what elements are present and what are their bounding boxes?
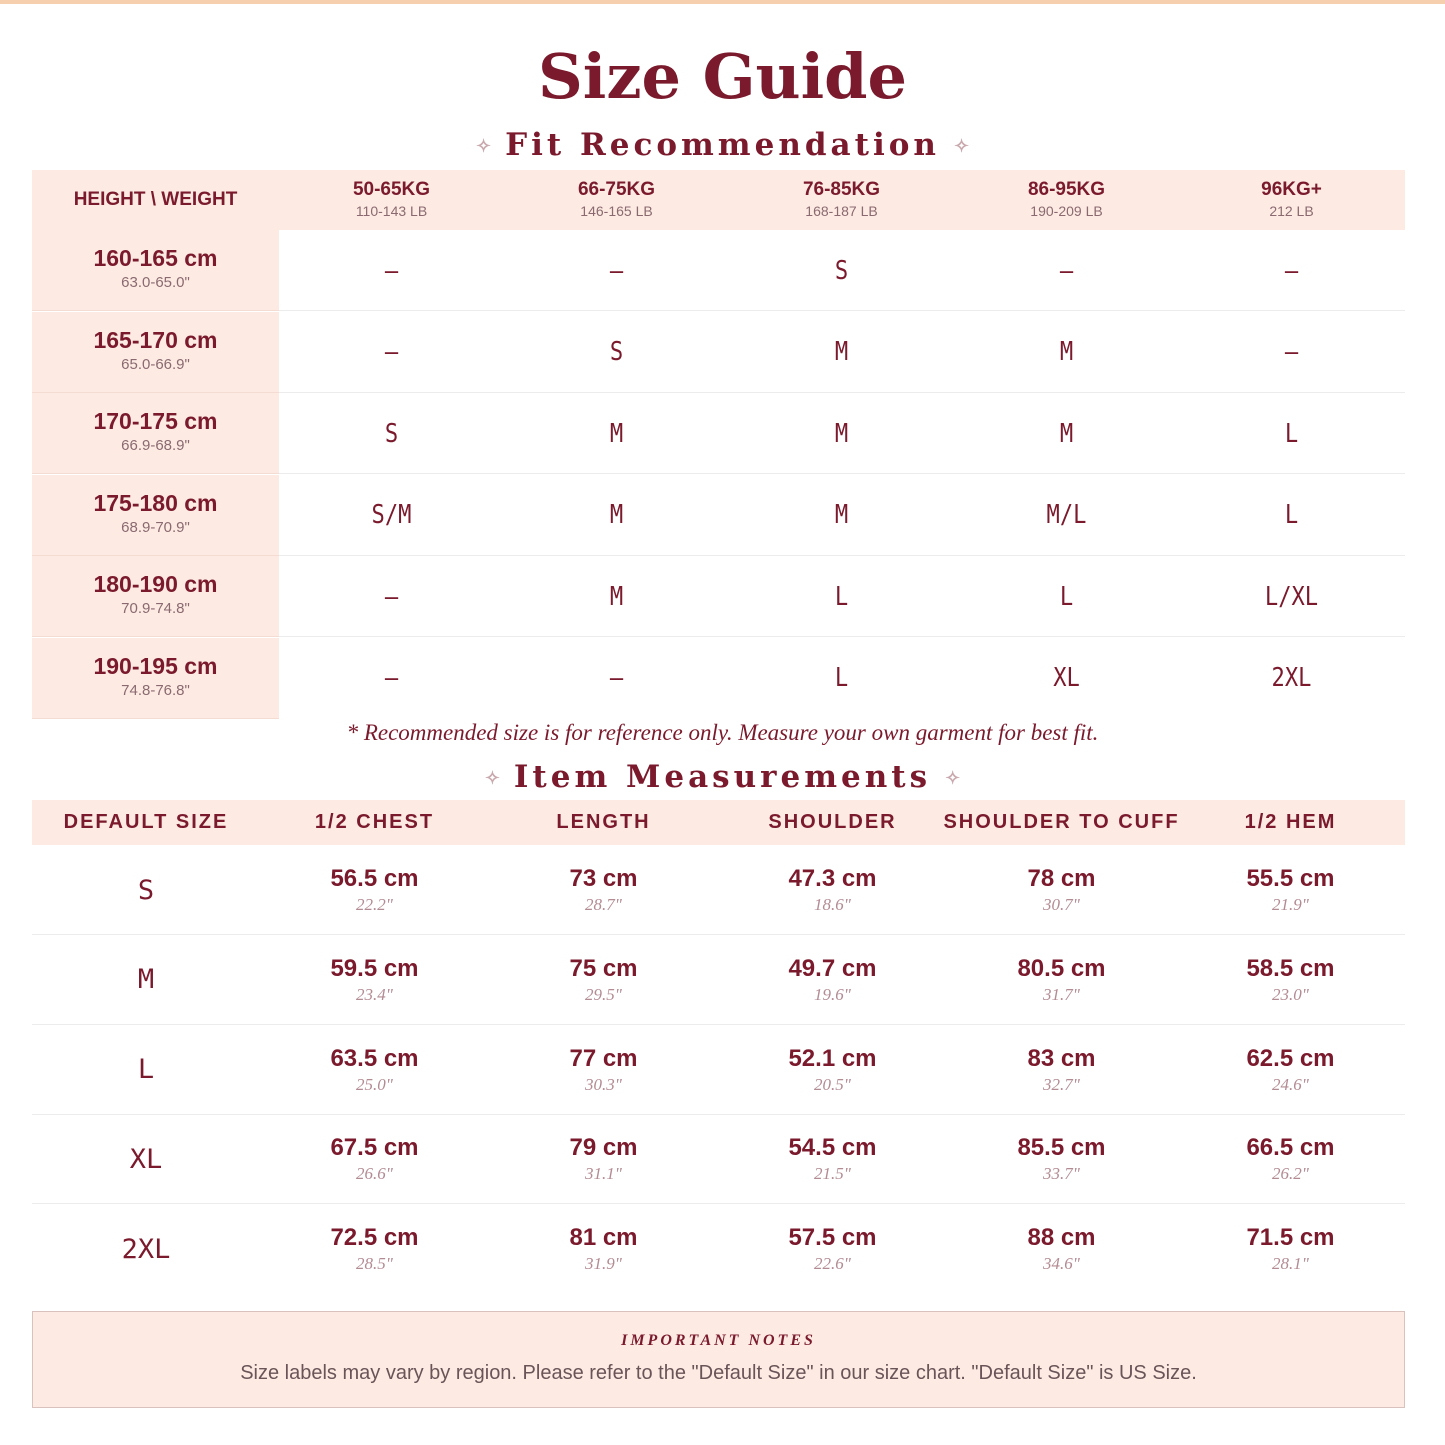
recommended-size-cell: 2XL — [1271, 663, 1312, 693]
height-inch-label: 68.9-70.9" — [121, 518, 190, 536]
measurement-cell — [260, 1132, 489, 1184]
weight-column-header — [1179, 178, 1404, 220]
height-row-header — [32, 556, 279, 637]
measurement-cell — [489, 953, 718, 1005]
recommended-size-cell: – — [609, 255, 624, 286]
height-inch-label: 63.0-65.0" — [121, 274, 190, 291]
recommended-size-cell: S/M — [371, 500, 412, 530]
measurement-cell — [260, 1222, 489, 1274]
measurement-inch-value: 28.5" — [356, 1254, 393, 1274]
diamond-ornament-icon: ✧ — [953, 135, 970, 157]
item-measurements-heading — [0, 757, 1445, 799]
measurement-cm-value: 47.3 cm — [788, 865, 877, 892]
important-notes-box — [32, 1311, 1405, 1408]
measurement-inch-value: 26.2" — [1272, 1164, 1309, 1184]
item-measurements-title: Item Measurements — [513, 759, 932, 795]
measurement-cell — [1176, 1043, 1405, 1095]
default-size-label: S — [137, 874, 155, 906]
diamond-ornament-icon: ✧ — [945, 767, 961, 789]
measurement-inch-value: 23.0" — [1272, 984, 1309, 1004]
measurement-inch-value: 22.2" — [356, 895, 393, 914]
measurement-inch-value: 21.5" — [814, 1164, 851, 1184]
recommended-size-cell: L — [834, 581, 849, 612]
measurement-cm-value: 77 cm — [569, 1044, 638, 1072]
measurement-cell — [1176, 1222, 1405, 1274]
measurement-cell — [489, 863, 718, 915]
measurements-table-header — [32, 800, 1405, 845]
measurement-cm-value: 67.5 cm — [330, 1134, 419, 1162]
height-row-header — [32, 475, 279, 556]
weight-kg-label: 96KG+ — [1261, 179, 1322, 200]
weight-column-header — [279, 178, 504, 220]
measurement-cell — [260, 863, 489, 915]
measurement-column-header: 1/2 CHEST — [314, 811, 435, 833]
measurement-cell — [489, 1043, 718, 1095]
measurement-inch-value: 24.6" — [1272, 1074, 1309, 1094]
measurement-inch-value: 19.6" — [814, 984, 851, 1004]
measurement-cm-value: 55.5 cm — [1246, 865, 1335, 892]
measurement-row — [32, 935, 1405, 1025]
recommended-size-cell: L — [1284, 500, 1299, 530]
measurement-cell — [718, 1132, 947, 1184]
measurement-inch-value: 26.6" — [356, 1164, 393, 1184]
measurement-inch-value: 32.7" — [1043, 1074, 1080, 1094]
recommended-size-cell: M — [834, 418, 849, 449]
measurement-cell — [489, 1222, 718, 1274]
height-row-header — [32, 393, 279, 474]
fit-recommendation-title: Fit Recommendation — [505, 127, 940, 163]
measurement-inch-value: 22.6" — [814, 1254, 851, 1274]
default-size-label: M — [137, 964, 155, 996]
fit-corner-label: HEIGHT \ WEIGHT — [73, 189, 238, 210]
measurement-cell — [260, 953, 489, 1005]
measurement-cm-value: 71.5 cm — [1246, 1224, 1335, 1252]
measurement-cell — [489, 1132, 718, 1184]
measurement-inch-value: 30.3" — [585, 1074, 622, 1094]
measurement-cell — [947, 1043, 1176, 1095]
fit-reference-note: * Recommended size is for reference only. Measure your own garment for best fit. — [346, 720, 1099, 745]
measurement-cm-value: 85.5 cm — [1017, 1134, 1106, 1162]
recommended-size-cell: M — [834, 337, 849, 367]
recommended-size-cell: – — [384, 337, 399, 367]
measurement-cm-value: 88 cm — [1027, 1224, 1096, 1252]
recommended-size-cell: M — [609, 418, 624, 449]
measurement-inch-value: 25.0" — [356, 1074, 393, 1094]
important-notes-text: Size labels may vary by region. Please refer to the "Default Size" in our size chart. "Default Size" is US Size. — [240, 1362, 1197, 1384]
measurement-cm-value: 54.5 cm — [788, 1134, 877, 1162]
recommended-size-cell: S — [384, 418, 399, 449]
measurement-cell — [1176, 1132, 1405, 1184]
weight-kg-label: 66-75KG — [577, 179, 656, 200]
weight-column-header — [954, 178, 1179, 220]
recommended-size-cell: L — [834, 663, 849, 693]
recommended-size-cell: – — [384, 255, 399, 286]
measurement-inch-value: 30.7" — [1043, 895, 1080, 914]
measurement-inch-value: 31.9" — [585, 1254, 622, 1274]
measurement-inch-value: 33.7" — [1043, 1164, 1080, 1184]
measurement-cm-value: 83 cm — [1027, 1044, 1096, 1072]
weight-kg-label: 50-65KG — [352, 179, 431, 200]
important-notes-title: IMPORTANT NOTES — [621, 1332, 816, 1349]
recommended-size-cell: L — [1284, 418, 1299, 449]
measurement-cm-value: 58.5 cm — [1246, 954, 1335, 982]
measurement-cm-value: 52.1 cm — [788, 1044, 877, 1072]
measurement-cm-value: 56.5 cm — [330, 865, 419, 892]
recommended-size-cell: L — [1059, 581, 1074, 612]
measurement-inch-value: 28.1" — [1272, 1254, 1309, 1274]
measurement-cm-value: 63.5 cm — [330, 1044, 419, 1072]
recommended-size-cell: S — [834, 255, 849, 286]
recommended-size-cell: – — [384, 581, 399, 612]
height-cm-label: 165-170 cm — [93, 326, 218, 353]
recommended-size-cell: XL — [1053, 663, 1080, 693]
measurement-cm-value: 78 cm — [1027, 865, 1096, 892]
weight-kg-label: 76-85KG — [802, 179, 881, 200]
weight-column-header — [729, 178, 954, 220]
recommended-size-cell: S — [609, 337, 624, 367]
height-row-header — [32, 230, 279, 311]
recommended-size-cell: – — [1284, 255, 1299, 286]
height-row-header — [32, 312, 279, 393]
measurement-column-header: DEFAULT SIZE — [63, 811, 229, 833]
default-size-label: L — [137, 1054, 155, 1086]
measurement-cell — [260, 1043, 489, 1095]
recommended-size-cell: – — [384, 663, 399, 693]
measurement-inch-value: 34.6" — [1043, 1254, 1080, 1274]
page-title: Size Guide — [538, 40, 907, 113]
measurement-column-header: SHOULDER — [768, 811, 897, 833]
fit-table-row — [32, 556, 1405, 637]
height-cm-label: 160-165 cm — [93, 245, 218, 271]
weight-kg-label: 86-95KG — [1027, 179, 1106, 200]
height-inch-label: 74.8-76.8" — [121, 681, 190, 699]
measurement-cm-value: 80.5 cm — [1017, 954, 1106, 982]
measurement-cell — [718, 1043, 947, 1095]
fit-table-row — [32, 638, 1405, 719]
weight-column-header — [504, 178, 729, 220]
height-cm-label: 170-175 cm — [93, 408, 218, 434]
height-inch-label: 66.9-68.9" — [121, 437, 190, 454]
measurement-cm-value: 59.5 cm — [330, 954, 419, 982]
measurement-inch-value: 31.7" — [1043, 984, 1080, 1004]
measurement-inch-value: 31.1" — [585, 1164, 622, 1184]
diamond-ornament-icon: ✧ — [475, 135, 492, 157]
weight-lb-label: 146-165 LB — [580, 203, 653, 219]
measurement-column-header: LENGTH — [556, 811, 651, 833]
measurement-cm-value: 57.5 cm — [788, 1224, 877, 1252]
weight-lb-label: 110-143 LB — [355, 203, 428, 219]
measurement-inch-value: 23.4" — [356, 984, 393, 1004]
recommended-size-cell: M — [1059, 418, 1074, 449]
fit-recommendation-heading — [0, 125, 1445, 167]
height-cm-label: 180-190 cm — [93, 571, 218, 597]
measurement-cell — [947, 953, 1176, 1005]
fit-table-row — [32, 230, 1405, 311]
height-cm-label: 190-195 cm — [93, 652, 218, 679]
weight-lb-label: 190-209 LB — [1030, 203, 1103, 219]
recommended-size-cell: M — [609, 500, 624, 530]
height-inch-label: 65.0-66.9" — [121, 355, 190, 373]
measurement-inch-value: 18.6" — [814, 895, 851, 914]
measurement-inch-value: 20.5" — [814, 1074, 851, 1094]
measurement-row — [32, 1025, 1405, 1115]
fit-table-row — [32, 475, 1405, 556]
measurement-cell — [947, 1132, 1176, 1184]
measurement-column-header: 1/2 HEM — [1244, 811, 1337, 833]
measurement-row — [32, 845, 1405, 935]
measurement-cell — [718, 863, 947, 915]
measurement-cell — [1176, 953, 1405, 1005]
recommended-size-cell: M — [1059, 337, 1074, 367]
measurement-cell — [947, 1222, 1176, 1274]
recommended-size-cell: – — [1284, 337, 1299, 367]
measurement-row — [32, 1204, 1405, 1294]
measurement-cm-value: 81 cm — [569, 1224, 638, 1252]
top-rule — [0, 0, 1445, 4]
diamond-ornament-icon: ✧ — [484, 767, 500, 789]
recommended-size-cell: M — [834, 500, 849, 530]
measurement-cm-value: 73 cm — [569, 865, 638, 892]
recommended-size-cell: M — [609, 581, 624, 612]
weight-lb-label: 212 LB — [1269, 203, 1314, 219]
recommended-size-cell: M/L — [1046, 500, 1087, 530]
measurement-cell — [947, 863, 1176, 915]
measurement-cell — [1176, 863, 1405, 915]
fit-table-row — [32, 393, 1405, 474]
height-cm-label: 175-180 cm — [93, 489, 218, 516]
measurement-inch-value: 21.9" — [1272, 895, 1309, 914]
default-size-label: 2XL — [121, 1233, 171, 1265]
measurement-cm-value: 49.7 cm — [788, 954, 877, 982]
measurement-cm-value: 75 cm — [569, 954, 638, 982]
height-inch-label: 70.9-74.8" — [121, 600, 190, 617]
measurement-cm-value: 66.5 cm — [1246, 1134, 1335, 1162]
fit-table-header — [32, 170, 1405, 230]
measurement-cm-value: 62.5 cm — [1246, 1044, 1335, 1072]
measurement-inch-value: 29.5" — [585, 984, 622, 1004]
fit-table-row — [32, 312, 1405, 393]
default-size-label: XL — [129, 1143, 163, 1175]
measurement-row — [32, 1114, 1405, 1204]
recommended-size-cell: – — [609, 663, 624, 693]
height-row-header — [32, 638, 279, 719]
weight-lb-label: 168-187 LB — [805, 203, 878, 219]
measurement-cm-value: 79 cm — [569, 1134, 638, 1162]
measurement-inch-value: 28.7" — [585, 895, 622, 914]
recommended-size-cell: – — [1059, 255, 1074, 286]
measurement-cell — [718, 953, 947, 1005]
measurement-column-header: SHOULDER TO CUFF — [943, 811, 1180, 833]
measurement-cm-value: 72.5 cm — [330, 1224, 419, 1252]
measurement-cell — [718, 1222, 947, 1274]
recommended-size-cell: L/XL — [1264, 581, 1319, 612]
